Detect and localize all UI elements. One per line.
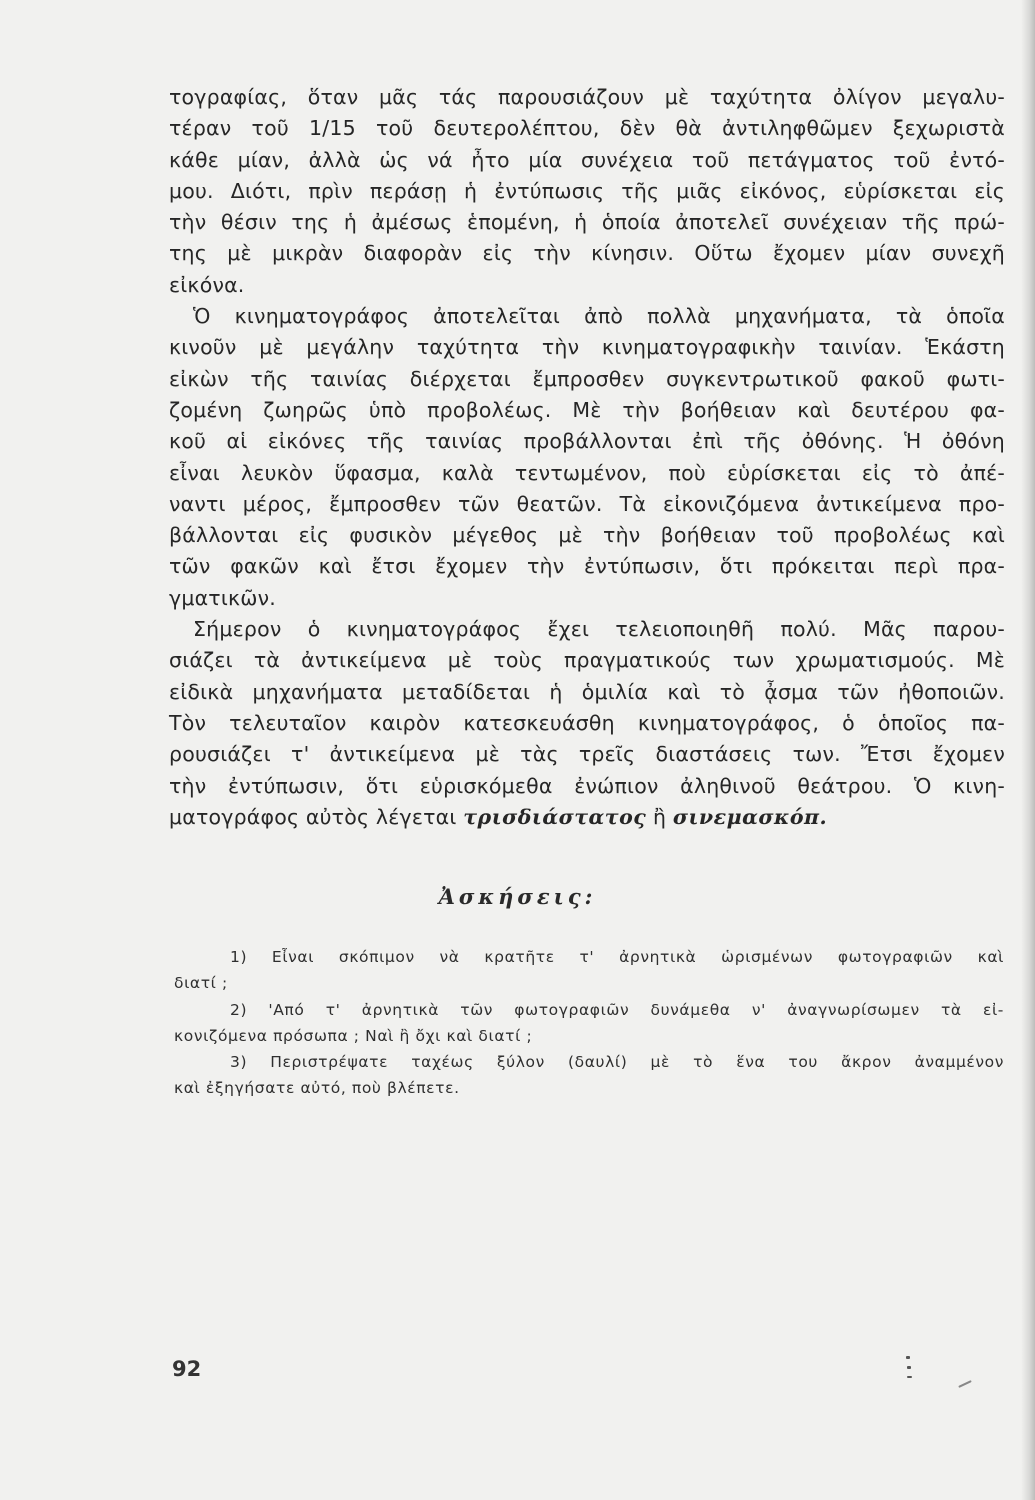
text-line: σιάζει τὰ ἀντικείμενα μὲ τοὺς πραγματικούς των χρωματισμούς. Μὲ: [169, 648, 1005, 673]
text-line: ρουσιάζει τ' ἀντικείμενα μὲ τὰς τρεῖς διαστάσεις των. Ἔτσι ἔχομεν: [169, 742, 1005, 767]
text-line: Σήμερον ὁ κινηματογράφος ἔχει τελειοποιηθῆ πολύ. Μᾶς παρου-: [193, 617, 1005, 642]
text-line: εἶναι λευκὸν ὕφασμα, καλὰ τεντωμένον, ποὺ εὑρίσκεται εἰς τὸ ἀπέ-: [169, 460, 1005, 485]
text-line: εἰκόνα.: [169, 272, 245, 297]
exercise-item-2-line-2: κονιζόμενα πρόσωπα ; Ναὶ ἢ ὄχι καὶ διατί ;: [174, 1026, 533, 1045]
text-line: μου. Διότι, πρὶν περάσῃ ἡ ἐντύπωσις τῆς μιᾶς εἰκόνος, εὑρίσκεται εἰς: [169, 178, 1005, 203]
text-line: κάθε μίαν, ἀλλὰ ὡς νά ἦτο μία συνέχεια τοῦ πετάγματος τοῦ ἐντό-: [169, 147, 1005, 172]
text-line: εἰδικὰ μηχανήματα μεταδίδεται ἡ ὁμιλία καὶ τὸ ᾆσμα τῶν ἠθοποιῶν.: [169, 679, 1005, 704]
exercise-item-1-line-2: διατί ;: [174, 974, 228, 993]
text-line: τέραν τοῦ 1/15 τοῦ δευτερολέπτου, δὲν θὰ ἀντιληφθῶμεν ξεχωριστὰ: [169, 116, 1005, 141]
page-edge-shadow: [1021, 0, 1035, 1500]
text-line: ζομένη ζωηρῶς ὑπὸ προβολέως. Μὲ τὴν βοήθειαν καὶ δευτέρου φα-: [169, 397, 1005, 422]
page-number: 92: [172, 1357, 202, 1381]
text-line-last: [169, 802, 1005, 833]
text-line: κινοῦν μὲ μεγάλην ταχύτητα τὴν κινηματογραφικὴν ταινίαν. Ἑκάστη: [169, 335, 1005, 360]
exercise-item-3-line-2: καὶ ἐξηγήσατε αὐτό, ποὺ βλέπετε.: [174, 1079, 460, 1098]
text-line: της μὲ μικρὰν διαφορὰν εἰς τὴν κίνησιν. Οὕτω ἔχομεν μίαν συνεχῆ: [169, 241, 1005, 266]
ink-speck: [958, 1380, 972, 1388]
text-line: βάλλονται εἰς φυσικὸν μέγεθος μὲ τὴν βοήθειαν τοῦ προβολέως καὶ: [169, 523, 1005, 548]
exercises-list: [174, 944, 1004, 1102]
term-conjunction: ἢ: [652, 804, 667, 829]
text-line: Ὁ κινηματογράφος ἀποτελεῖται ἀπὸ πολλὰ μηχανήματα, τὰ ὁποῖα: [193, 304, 1005, 329]
text-line: ναντι μέρος, ἔμπροσθεν τῶν θεατῶν. Τὰ εἰκονιζόμενα ἀντικείμενα προ-: [169, 491, 1005, 516]
body-text: [169, 82, 1005, 833]
last-line-prefix: ματογράφος αὐτὸς λέγεται: [169, 804, 457, 829]
ink-speck: [907, 1366, 911, 1369]
text-line: γματικῶν.: [169, 585, 276, 610]
exercises-heading: Ἀσκήσεις:: [438, 884, 597, 909]
exercise-item-3-line-1: 3) Περιστρέψατε ταχέως ξύλον (δαυλί) μὲ τὸ ἕνα του ἄκρον ἀναμμένον: [230, 1053, 1004, 1072]
text-line: τογραφίας, ὅταν μᾶς τάς παρουσιάζουν μὲ ταχύτητα ὀλίγον μεγαλυ-: [169, 85, 1005, 109]
text-line: τῶν φακῶν καὶ ἔτσι ἔχομεν τὴν ἐντύπωσιν, ὅτι πρόκειται περὶ πρα-: [169, 554, 1005, 579]
text-line: τὴν ἐντύπωσιν, ὅτι εὑρισκόμεθα ἐνώπιον ἀληθινοῦ θεάτρου. Ὁ κινη-: [169, 773, 1005, 798]
text-line: Τὸν τελευταῖον καιρὸν κατεσκευάσθη κινηματογράφος, ὁ ὁποῖος πα-: [169, 710, 1005, 735]
text-line: τὴν θέσιν της ἡ ἀμέσως ἑπομένη, ἡ ὁποία ἀποτελεῖ συνέχειαν τῆς πρώ-: [169, 210, 1005, 235]
text-line: κοῦ αἱ εἰκόνες τῆς ταινίας προβάλλονται ἐπὶ τῆς ὀθόνης. Ἡ ὀθόνη: [169, 429, 1005, 454]
term-3d: τρισδιάστατος: [463, 804, 647, 829]
exercise-item-2-line-1: 2) 'Από τ' ἀρνητικὰ τῶν φωτογραφιῶν δυνάμεθα ν' ἀναγνωρίσωμεν τὰ εἰ-: [230, 1000, 1004, 1019]
ink-speck: [906, 1356, 910, 1359]
text-line: εἰκὼν τῆς ταινίας διέρχεται ἔμπροσθεν συγκεντρωτικοῦ φακοῦ φωτι-: [169, 366, 1005, 391]
ink-speck: [907, 1376, 912, 1378]
term-cinemascope: σινεμασκόπ.: [672, 804, 828, 829]
exercise-item-1-line-1: 1) Εἶναι σκόπιμον νὰ κρατῆτε τ' ἀρνητικὰ ὡρισμένων φωτογραφιῶν καὶ: [230, 948, 1004, 966]
